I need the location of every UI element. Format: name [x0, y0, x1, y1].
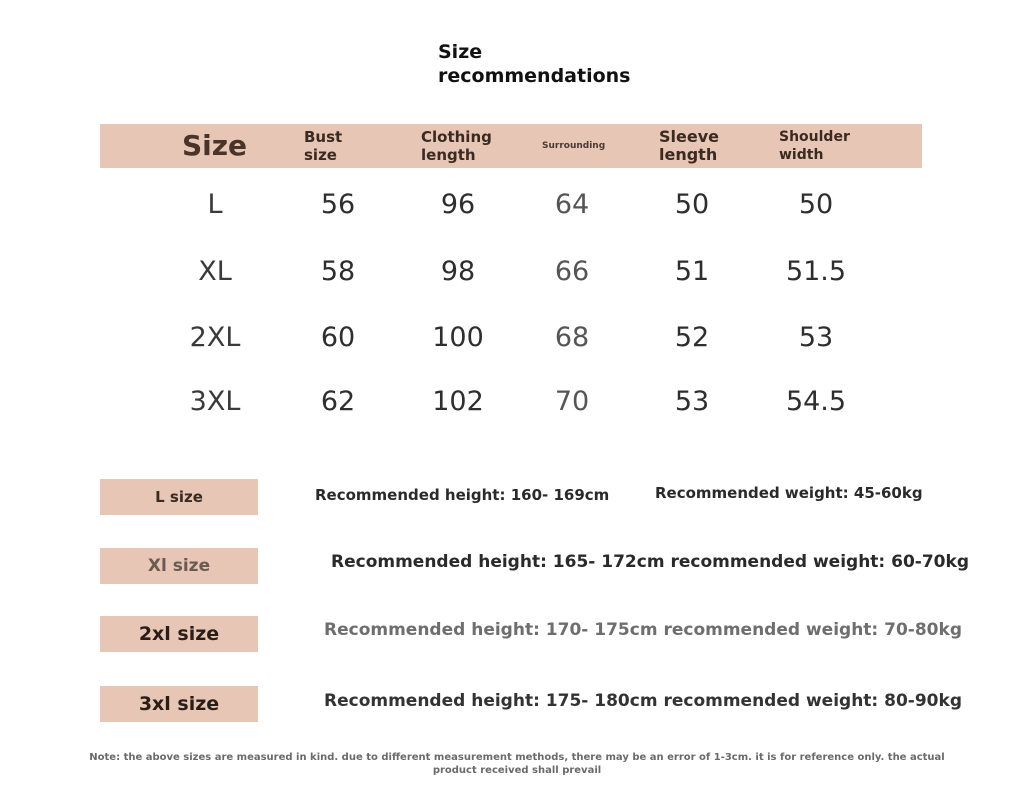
header-bust-line1: Bust — [304, 128, 343, 146]
cell-surrounding: 64 — [554, 188, 590, 220]
rec-text-xl: Recommended height: 165- 172cm recommended weight: 60-70kg — [331, 552, 969, 572]
cell-shoulder: 54.5 — [785, 385, 847, 417]
cell-surrounding: 68 — [554, 321, 590, 353]
header-surrounding: Surrounding — [542, 141, 606, 151]
table-row — [0, 251, 1024, 291]
measurement-note: Note: the above sizes are measured in kind. due to different measurement methods, there may be an error of 1-3cm. it is for reference only. the actual product received shall prevail — [89, 752, 945, 776]
rec-label-l: L size — [100, 479, 258, 515]
cell-sleeve: 51 — [674, 255, 710, 287]
cell-surrounding: 70 — [554, 385, 590, 417]
header-shoulder-line1: Shoulder — [779, 129, 850, 145]
cell-sleeve: 50 — [674, 188, 710, 220]
rec-text-3xl: Recommended height: 175- 180cm recommended weight: 80-90kg — [324, 691, 962, 711]
header-length-line2: length — [421, 146, 476, 164]
cell-bust: 56 — [320, 188, 356, 220]
table-row — [0, 184, 1024, 224]
table-row — [0, 317, 1024, 357]
cell-bust: 60 — [320, 321, 356, 353]
cell-sleeve: 52 — [674, 321, 710, 353]
size-table-header — [100, 124, 922, 168]
header-bust-line2: size — [304, 146, 337, 164]
header-shoulder-line2: width — [779, 147, 824, 163]
header-bust-size — [304, 124, 384, 168]
rec-label-2xl: 2xl size — [100, 616, 258, 652]
header-shoulder-width — [779, 124, 869, 168]
cell-length: 100 — [432, 321, 484, 353]
rec-weight-l: Recommended weight: 45-60kg — [655, 484, 923, 502]
header-clothing-length — [421, 124, 511, 168]
header-sleeve-line1: Sleeve — [659, 127, 719, 146]
cell-shoulder: 51.5 — [785, 255, 847, 287]
cell-size: XL — [198, 255, 232, 287]
rec-label-xl: Xl size — [100, 548, 258, 584]
rec-text-2xl: Recommended height: 170- 175cm recommended weight: 70-80kg — [324, 620, 962, 640]
rec-height-l: Recommended height: 160- 169cm — [315, 486, 610, 504]
cell-shoulder: 53 — [798, 321, 834, 353]
page-title: Size recommendations — [438, 41, 631, 87]
header-length-line1: Clothing — [421, 128, 492, 146]
cell-length: 98 — [440, 255, 476, 287]
cell-size: L — [207, 188, 223, 220]
cell-size: 3XL — [189, 385, 241, 417]
cell-shoulder: 50 — [798, 188, 834, 220]
cell-sleeve: 53 — [674, 385, 710, 417]
cell-bust: 62 — [320, 385, 356, 417]
table-row — [0, 381, 1024, 421]
cell-length: 96 — [440, 188, 476, 220]
header-sleeve-length — [659, 124, 739, 168]
cell-length: 102 — [432, 385, 484, 417]
cell-bust: 58 — [320, 255, 356, 287]
header-size: Size — [182, 129, 248, 162]
cell-surrounding: 66 — [554, 255, 590, 287]
header-sleeve-line2: length — [659, 145, 718, 164]
rec-label-3xl: 3xl size — [100, 686, 258, 722]
cell-size: 2XL — [189, 321, 241, 353]
